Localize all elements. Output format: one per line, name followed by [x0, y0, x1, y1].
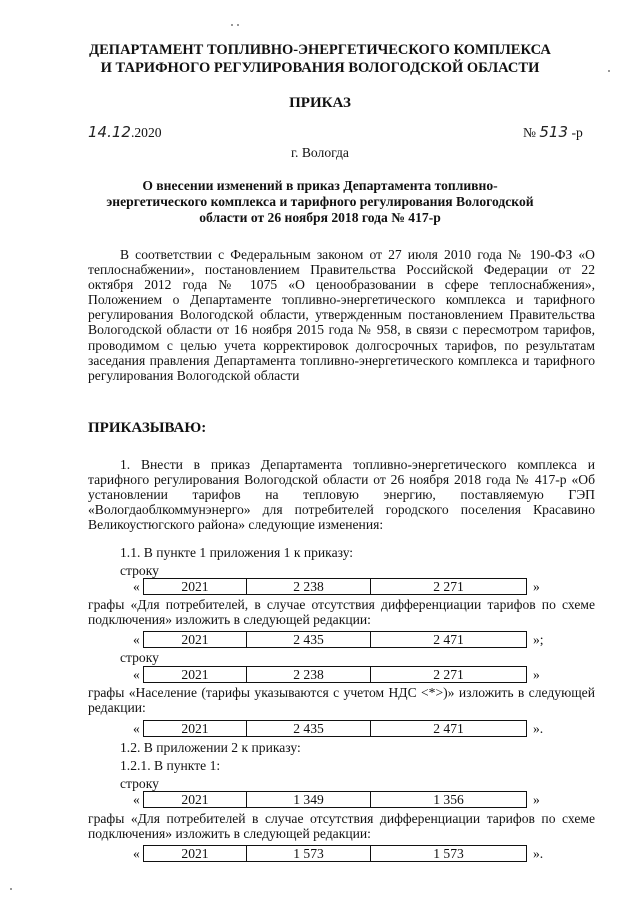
- number-suffix: -р: [571, 125, 583, 140]
- label-row: строку: [120, 563, 159, 578]
- cell-value-1: 2 435: [247, 721, 371, 736]
- cell-value-1: 1 573: [247, 846, 371, 861]
- tariff-cells: [143, 631, 527, 648]
- number-sign: №: [523, 125, 536, 140]
- quote-close: »: [533, 792, 540, 807]
- tariff-cells: [143, 845, 527, 862]
- order-date: [88, 124, 162, 141]
- table-row: [121, 791, 541, 808]
- item-1-1: 1.1. В пункте 1 приложения 1 к приказу:: [120, 545, 354, 560]
- text-b: графы «Население (тарифы указываются с учетом НДС <*>)» изложить в следующей редакции:: [88, 685, 595, 716]
- quote-close: ».: [533, 721, 544, 736]
- department-name-line2: И ТАРИФНОГО РЕГУЛИРОВАНИЯ ВОЛОГОДСКОЙ ОБЛАСТИ: [100, 60, 540, 76]
- title-line2: энергетического комплекса и тарифного регулирования Вологодской: [106, 194, 534, 209]
- table-row: [121, 720, 544, 737]
- table-row: [121, 666, 541, 683]
- tariff-cells: [143, 720, 527, 737]
- cell-value-2: 2 271: [433, 667, 464, 682]
- quote-close: »: [533, 579, 540, 594]
- cell-year: 2021: [144, 792, 247, 807]
- item-1-paragraph: 1. Внести в приказ Департамента топливно-энергетического комплекса и тарифного регулирования Вологодской области от 26 ноября 2018 года № 417-р «Об установлении тарифов на тепловую энергию, поставляемую ГЭП «Вологдаоблкоммунэнерго» для потребителей городского поселения Красавино Великоустюгского района» следующие изменения:: [88, 457, 595, 533]
- preamble-paragraph: В соответствии с Федеральным законом от 27 июля 2010 года № 190-ФЗ «О теплоснабжении», постановлением Правительства Российской Федерации от 22 октября 2012 года № 1075 «О ценообразовании в сфере теплоснабжения», Положением о Департаменте топливно-энергетического комплекса и тарифного регулирования Вологодской области, утвержденным постановлением Правительства Вологодской области от 16 ноября 2015 года № 958, в связи с пересмотром тарифов, проводимом с целью учета корректировок долгосрочных тарифов, по результатам заседания правления Департамента топливно-энергетического комплекса и тарифного регулирования Вологодской области: [88, 247, 595, 383]
- cell-value-1: 2 238: [247, 667, 371, 682]
- city: г. Вологда: [291, 145, 349, 160]
- handwritten-number: 513: [539, 123, 569, 141]
- cell-value-2: 2 471: [433, 721, 464, 736]
- title-line1: О внесении изменений в приказ Департамента топливно-: [142, 178, 498, 193]
- item-1-2-1: 1.2.1. В пункте 1:: [120, 758, 221, 773]
- quote-open: «: [133, 846, 140, 861]
- cell-value-2: 2 471: [433, 632, 464, 647]
- tariff-cells: [143, 666, 527, 683]
- title-line3: области от 26 ноября 2018 года № 417-р: [199, 210, 441, 225]
- table-row: [121, 578, 541, 595]
- cell-value-2: 1 573: [433, 846, 464, 861]
- cell-year: 2021: [144, 579, 247, 594]
- cell-value-1: 2 238: [247, 579, 371, 594]
- quote-open: «: [133, 792, 140, 807]
- command-heading: ПРИКАЗЫВАЮ:: [88, 420, 207, 436]
- order-year: .2020: [130, 125, 162, 140]
- quote-close: »;: [533, 632, 544, 647]
- table-row: [121, 845, 544, 862]
- text-c: графы «Для потребителей в случае отсутствия дифференциации тарифов по схеме подключения» изложить в следующей редакции:: [88, 811, 595, 842]
- quote-open: «: [133, 632, 140, 647]
- quote-close: ».: [533, 846, 544, 861]
- tariff-cells: [143, 791, 527, 808]
- cell-value-2: 1 356: [433, 792, 464, 807]
- cell-year: 2021: [144, 846, 247, 861]
- scan-speck: [231, 24, 233, 26]
- handwritten-date: 14.12: [88, 123, 131, 141]
- label-row: строку: [120, 650, 159, 665]
- quote-open: «: [133, 579, 140, 594]
- document-type: ПРИКАЗ: [289, 95, 351, 111]
- text-a-1: графы «Для потребителей, в случае отсутствия дифференциации тарифов по схеме подключения» изложить в следующей редакции:: [88, 597, 595, 628]
- table-row: [121, 631, 544, 648]
- quote-close: »: [533, 667, 540, 682]
- cell-value-2: 2 271: [433, 579, 464, 594]
- cell-value-1: 2 435: [247, 632, 371, 647]
- department-name-line1: ДЕПАРТАМЕНТ ТОПЛИВНО-ЭНЕРГЕТИЧЕСКОГО КОМПЛЕКСА: [89, 42, 551, 58]
- label-row: строку: [120, 776, 159, 791]
- cell-year: 2021: [144, 721, 247, 736]
- cell-year: 2021: [144, 632, 247, 647]
- scan-speck: [10, 888, 12, 890]
- quote-open: «: [133, 667, 140, 682]
- scan-speck: [237, 24, 239, 26]
- cell-value-1: 1 349: [247, 792, 371, 807]
- cell-year: 2021: [144, 667, 247, 682]
- quote-open: «: [133, 721, 140, 736]
- order-number: [523, 124, 583, 141]
- item-1-2: 1.2. В приложении 2 к приказу:: [120, 740, 301, 755]
- tariff-cells: [143, 578, 527, 595]
